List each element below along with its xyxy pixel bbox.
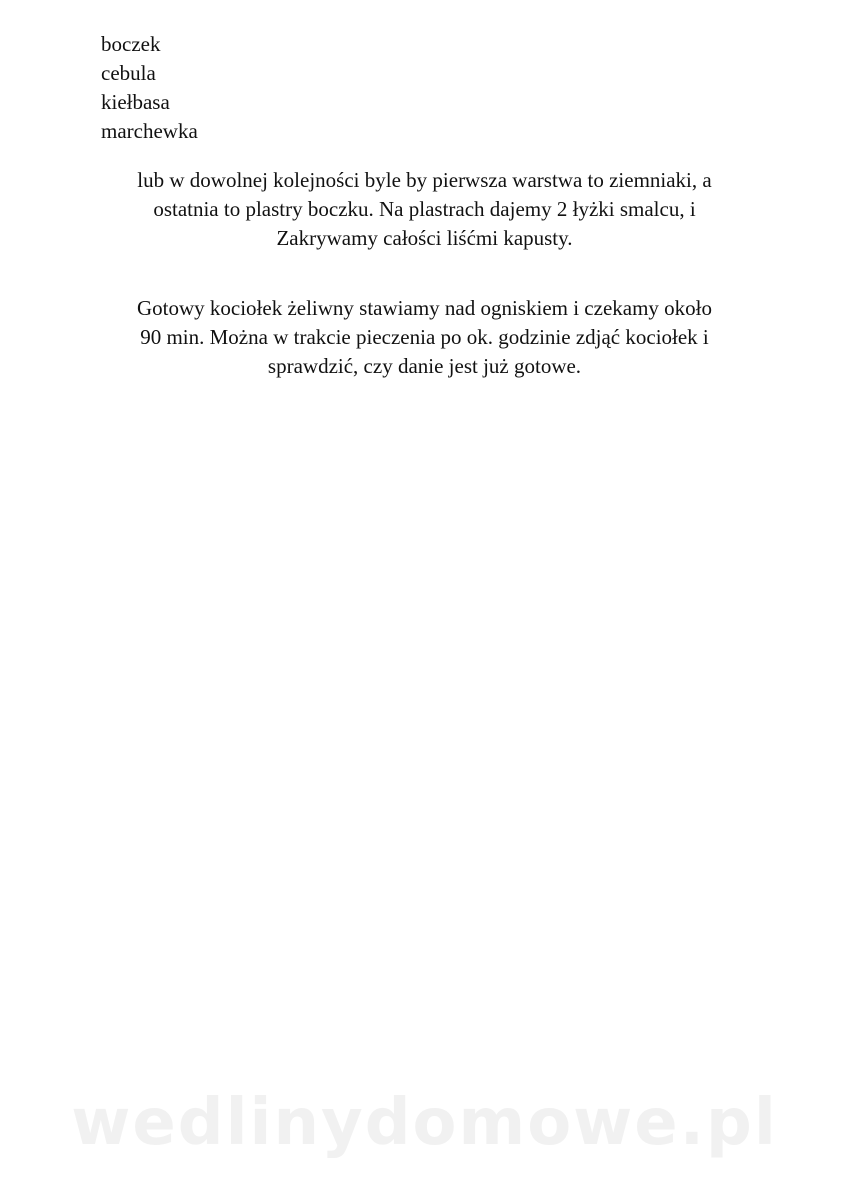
ingredient-item: marchewka [101, 119, 198, 143]
paragraph-line: 90 min. Można w trakcie pieczenia po ok. godzinie zdjąć kociołek i [140, 325, 709, 349]
paragraph-line: lub w dowolnej kolejności byle by pierwsza warstwa to ziemniaki, a [137, 168, 712, 192]
site-watermark: wedlinydomowe.pl [71, 1086, 778, 1160]
ingredient-item: kiełbasa [101, 90, 170, 114]
paragraph-line: sprawdzić, czy danie jest już gotowe. [267, 354, 582, 378]
ingredient-list [101, 30, 198, 146]
paragraph-line: Zakrywamy całości liśćmi kapusty. [276, 226, 573, 250]
ingredient-item: boczek [101, 32, 161, 56]
cooking-instructions-paragraph [0, 294, 849, 381]
paragraph-line: ostatnia to plastry boczku. Na plastrach dajemy 2 łyżki smalcu, i [153, 197, 696, 221]
paragraph-line: Gotowy kociołek żeliwny stawiamy nad ogniskiem i czekamy około [136, 296, 713, 320]
ingredient-item: cebula [101, 61, 156, 85]
layering-instructions-paragraph [0, 166, 849, 253]
